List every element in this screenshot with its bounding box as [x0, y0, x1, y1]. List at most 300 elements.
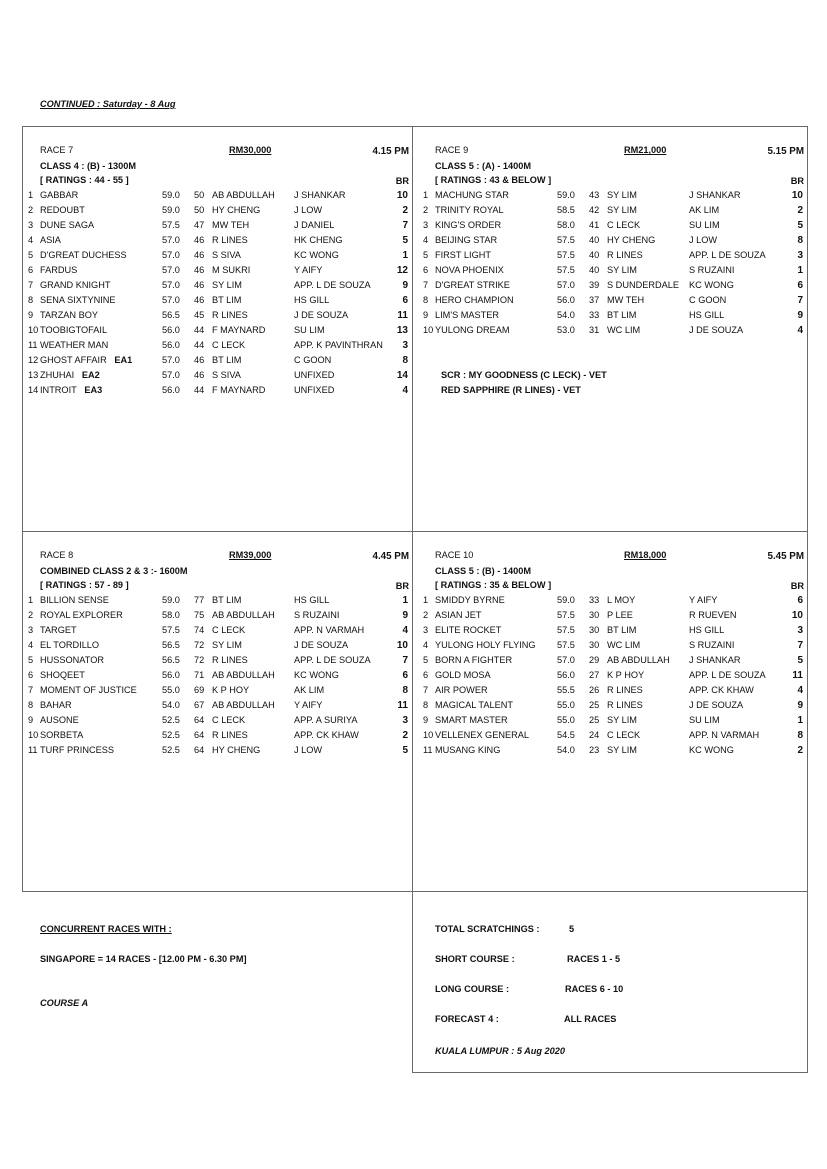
weight: 58.0 — [162, 610, 180, 620]
rating: 40 — [589, 235, 600, 245]
weight: 59.0 — [162, 205, 180, 215]
barrier: 7 — [402, 655, 408, 666]
runner-number: 10 — [423, 325, 434, 335]
runner-row — [22, 385, 413, 400]
trainer: APP. L DE SOUZA — [689, 670, 766, 680]
horse-name-cell — [40, 655, 104, 665]
barrier: 1 — [402, 250, 408, 261]
rating: 50 — [194, 205, 205, 215]
runner-row — [417, 250, 808, 265]
horse-name: FIRST LIGHT — [435, 250, 491, 260]
horse-name-cell — [435, 295, 514, 305]
horse-name-cell — [40, 370, 100, 380]
barrier: 7 — [797, 640, 803, 651]
runner-row — [22, 685, 413, 700]
runner-number: 5 — [28, 655, 34, 665]
barrier: 5 — [797, 220, 803, 231]
jockey: K P HOY — [607, 670, 645, 680]
weight: 58.5 — [557, 205, 575, 215]
horse-name-cell — [40, 745, 114, 755]
rating: 29 — [589, 655, 600, 665]
barrier: 10 — [791, 190, 803, 201]
jockey: F MAYNARD — [212, 325, 266, 335]
trainer: J LOW — [294, 745, 323, 755]
weight: 57.0 — [557, 655, 575, 665]
horse-name: TOOBIGTOFAIL — [40, 325, 108, 335]
horse-name: D'GREAT DUCHESS — [40, 250, 127, 260]
scratching-note: SCR : MY GOODNESS (C LECK) - VET — [441, 370, 607, 380]
trainer: J DE SOUZA — [689, 325, 744, 335]
horse-name: ZHUHAI — [40, 370, 75, 380]
horse-name: MACHUNG STAR — [435, 190, 509, 200]
jockey: BT LIM — [607, 310, 637, 320]
runner-number: 6 — [423, 670, 429, 680]
jockey: MW TEH — [212, 220, 250, 230]
runner-row — [417, 700, 808, 715]
runner-list — [417, 595, 808, 760]
barrier: 4 — [797, 685, 803, 696]
total-scratchings-label: TOTAL SCRATCHINGS : — [435, 924, 540, 934]
trainer: SU LIM — [294, 325, 325, 335]
jockey: SY LIM — [607, 745, 637, 755]
runner-number: 3 — [28, 625, 34, 635]
horse-name: FARDUS — [40, 265, 78, 275]
weight: 55.0 — [557, 715, 575, 725]
barrier: 10 — [791, 610, 803, 621]
horse-name-cell — [435, 220, 501, 230]
runner-row — [417, 685, 808, 700]
trainer: KC WONG — [689, 280, 734, 290]
runner-row — [22, 370, 413, 385]
rating: 46 — [194, 250, 205, 260]
barrier: 11 — [397, 700, 408, 711]
jockey: R LINES — [212, 730, 248, 740]
horse-name-cell — [40, 385, 102, 395]
barrier: 8 — [797, 730, 803, 741]
trainer: KC WONG — [294, 670, 339, 680]
rating: 23 — [589, 745, 600, 755]
trainer: KC WONG — [689, 745, 734, 755]
horse-name: GABBAR — [40, 190, 79, 200]
runner-number: 7 — [28, 685, 34, 695]
horse-name: MUSANG KING — [435, 745, 501, 755]
runner-row — [417, 295, 808, 310]
runner-row — [417, 610, 808, 625]
trainer: R RUEVEN — [689, 610, 737, 620]
trainer: APP. N VARMAH — [294, 625, 365, 635]
trainer: J LOW — [689, 235, 718, 245]
jockey: R LINES — [212, 235, 248, 245]
rating: 41 — [589, 220, 600, 230]
horse-name-cell — [435, 745, 500, 755]
horse-name: MOMENT OF JUSTICE — [40, 685, 137, 695]
barrier: 4 — [402, 385, 408, 396]
trainer: S RUZAINI — [294, 610, 340, 620]
runner-number: 9 — [423, 310, 429, 320]
runner-number: 11 — [28, 745, 38, 755]
weight: 56.0 — [557, 295, 575, 305]
page-header: CONTINUED : Saturday - 8 Aug — [40, 99, 176, 109]
horse-name-cell — [435, 250, 491, 260]
horse-name-cell — [435, 700, 513, 710]
race-panel-7 — [22, 126, 413, 531]
weight: 55.5 — [557, 685, 575, 695]
runner-row — [417, 715, 808, 730]
runner-number: 4 — [28, 235, 34, 245]
rating: 42 — [589, 205, 600, 215]
rating: 40 — [589, 265, 600, 275]
scratching-note: RED SAPPHIRE (R LINES) - VET — [441, 385, 581, 395]
runner-list — [417, 190, 808, 340]
weight: 52.5 — [162, 715, 180, 725]
runner-row — [417, 220, 808, 235]
barrier: 14 — [396, 370, 408, 381]
forecast-label: FORECAST 4 : — [435, 1014, 499, 1024]
rating: 26 — [589, 685, 600, 695]
horse-name: BORN A FIGHTER — [435, 655, 513, 665]
runner-row — [417, 640, 808, 655]
race-class: CLASS 4 : (B) - 1300M — [40, 161, 136, 171]
barrier: 8 — [402, 685, 408, 696]
trainer: HK CHENG — [294, 235, 343, 245]
runner-row — [417, 595, 808, 610]
runner-row — [22, 235, 413, 250]
rating: 69 — [194, 685, 205, 695]
weight: 59.0 — [557, 595, 575, 605]
horse-name: SENA SIXTYNINE — [40, 295, 116, 305]
trainer: J DANIEL — [294, 220, 335, 230]
runner-row — [22, 325, 413, 340]
runner-number: 2 — [28, 610, 34, 620]
race-time: 4.45 PM — [372, 551, 409, 562]
horse-name: WEATHER MAN — [40, 340, 109, 350]
rating: 72 — [194, 640, 205, 650]
jockey: SY LIM — [212, 640, 242, 650]
horse-name: AUSONE — [40, 715, 79, 725]
horse-name-cell — [435, 730, 529, 740]
rating: 43 — [589, 190, 600, 200]
horse-name-cell — [40, 670, 85, 680]
rating: 46 — [194, 295, 205, 305]
weight: 57.0 — [162, 295, 180, 305]
weight: 57.0 — [162, 280, 180, 290]
barrier: 7 — [797, 295, 803, 306]
runner-row — [22, 190, 413, 205]
race-time: 5.15 PM — [767, 146, 804, 157]
rating: 74 — [194, 625, 205, 635]
concurrent-races-title: CONCURRENT RACES WITH : — [40, 924, 172, 934]
jockey: AB ABDULLAH — [212, 670, 275, 680]
horse-name: SORBETA — [40, 730, 84, 740]
trainer: J SHANKAR — [689, 190, 741, 200]
short-course-label: SHORT COURSE : — [435, 954, 515, 964]
trainer: SU LIM — [689, 220, 720, 230]
weight: 57.5 — [162, 625, 180, 635]
horse-name: YULONG DREAM — [435, 325, 510, 335]
runner-number: 1 — [423, 595, 429, 605]
race-panel-9 — [417, 126, 808, 531]
total-scratchings-value: 5 — [569, 924, 575, 934]
barrier: 7 — [402, 220, 408, 231]
runner-number: 2 — [423, 205, 429, 215]
race-time: 4.15 PM — [372, 146, 409, 157]
weight: 57.0 — [162, 265, 180, 275]
barrier: 3 — [402, 340, 408, 351]
rating: 44 — [194, 340, 205, 350]
runner-number: 6 — [28, 670, 34, 680]
runner-number: 13 — [28, 370, 39, 380]
emergency-tag: EA2 — [81, 370, 100, 380]
horse-name: SMIDDY BYRNE — [435, 595, 505, 605]
trainer: J DE SOUZA — [294, 310, 349, 320]
horse-name: MAGICAL TALENT — [435, 700, 513, 710]
runner-number: 3 — [28, 220, 34, 230]
horse-name: NOVA PHOENIX — [435, 265, 504, 275]
horse-name: TURF PRINCESS — [40, 745, 115, 755]
runner-row — [22, 310, 413, 325]
barrier: 9 — [797, 700, 803, 711]
barrier: 2 — [402, 730, 408, 741]
runner-row — [22, 610, 413, 625]
horse-name-cell — [435, 325, 510, 335]
jockey: S DUNDERDALE — [607, 280, 679, 290]
trainer: AK LIM — [689, 205, 720, 215]
trainer: J DE SOUZA — [689, 700, 744, 710]
horse-name-cell — [40, 325, 107, 335]
barrier: 11 — [397, 310, 408, 321]
barrier: 5 — [402, 745, 408, 756]
weight: 57.5 — [162, 220, 180, 230]
trainer: AK LIM — [294, 685, 325, 695]
jockey: R LINES — [607, 250, 643, 260]
runner-number: 5 — [28, 250, 34, 260]
runner-number: 11 — [28, 340, 38, 350]
rating: 40 — [589, 250, 600, 260]
horse-name: BEIJING STAR — [435, 235, 498, 245]
runner-number: 10 — [28, 730, 39, 740]
barrier: 1 — [402, 595, 408, 606]
weight: 57.0 — [162, 355, 180, 365]
jockey: C LECK — [212, 340, 246, 350]
weight: 59.0 — [557, 190, 575, 200]
runner-row — [417, 190, 808, 205]
horse-name-cell — [40, 715, 79, 725]
weight: 52.5 — [162, 745, 180, 755]
horse-name-cell — [40, 685, 137, 695]
trainer: HS GILL — [689, 310, 725, 320]
runner-row — [22, 265, 413, 280]
jockey: C LECK — [607, 220, 641, 230]
rating: 46 — [194, 355, 205, 365]
runner-row — [417, 625, 808, 640]
race-purse: RM30,000 — [229, 145, 272, 155]
jockey: BT LIM — [212, 595, 242, 605]
weight: 56.5 — [162, 310, 180, 320]
horse-name-cell — [40, 190, 78, 200]
runner-row — [417, 730, 808, 745]
rating: 39 — [589, 280, 600, 290]
forecast-value: ALL RACES — [564, 1014, 617, 1024]
horse-name-cell — [435, 595, 505, 605]
race-purse: RM21,000 — [624, 145, 667, 155]
horse-name-cell — [435, 205, 504, 215]
horse-name-cell — [435, 190, 509, 200]
horse-name-cell — [40, 310, 98, 320]
horse-name-cell — [435, 280, 510, 290]
weight: 55.0 — [557, 700, 575, 710]
weight: 59.0 — [162, 595, 180, 605]
trainer: KC WONG — [294, 250, 339, 260]
weight: 56.0 — [162, 325, 180, 335]
horse-name-cell — [40, 355, 132, 365]
runner-number: 8 — [28, 295, 34, 305]
horse-name-cell — [40, 250, 127, 260]
barrier: 1 — [797, 265, 803, 276]
horse-name: EL TORDILLO — [40, 640, 100, 650]
runner-row — [417, 310, 808, 325]
runner-number: 1 — [28, 190, 34, 200]
race-number: RACE 8 — [40, 550, 74, 560]
runner-number: 8 — [28, 700, 34, 710]
weight: 59.0 — [162, 190, 180, 200]
horse-name: YULONG HOLY FLYING — [435, 640, 536, 650]
jockey: R LINES — [607, 685, 643, 695]
rating: 72 — [194, 655, 205, 665]
jockey: AB ABDULLAH — [212, 700, 275, 710]
long-course-label: LONG COURSE : — [435, 984, 510, 994]
runner-number: 6 — [423, 265, 429, 275]
jockey: AB ABDULLAH — [212, 610, 275, 620]
rating: 30 — [589, 640, 600, 650]
horse-name: DUNE SAGA — [40, 220, 95, 230]
trainer: Y AIFY — [294, 700, 323, 710]
runner-row — [22, 340, 413, 355]
jockey: S SIVA — [212, 250, 241, 260]
jockey: BT LIM — [607, 625, 637, 635]
horse-name-cell — [435, 655, 512, 665]
runner-list — [22, 190, 413, 400]
runner-number: 3 — [423, 625, 429, 635]
rating: 77 — [194, 595, 205, 605]
weight: 57.0 — [162, 250, 180, 260]
jockey: HY CHENG — [212, 745, 261, 755]
trainer: Y AIFY — [689, 595, 718, 605]
horse-name-cell — [40, 625, 77, 635]
jockey: P LEE — [607, 610, 633, 620]
horse-name: TRINITY ROYAL — [435, 205, 504, 215]
horse-name-cell — [40, 730, 83, 740]
weight: 54.0 — [557, 745, 575, 755]
jockey: WC LIM — [607, 640, 641, 650]
rating: 30 — [589, 625, 600, 635]
place-date: KUALA LUMPUR : 5 Aug 2020 — [435, 1046, 565, 1056]
trainer: Y AIFY — [294, 265, 323, 275]
barrier: 6 — [797, 595, 803, 606]
runner-number: 8 — [423, 700, 429, 710]
jockey: C LECK — [607, 730, 641, 740]
jockey: WC LIM — [607, 325, 641, 335]
race-class: COMBINED CLASS 2 & 3 :- 1600M — [40, 566, 188, 576]
trainer: S RUZAINI — [689, 640, 735, 650]
runner-number: 7 — [28, 280, 34, 290]
rating: 33 — [589, 595, 600, 605]
horse-name-cell — [435, 685, 488, 695]
jockey: SY LIM — [607, 190, 637, 200]
runner-number: 4 — [423, 640, 429, 650]
barrier-header: BR — [790, 581, 804, 591]
jockey: L MOY — [607, 595, 636, 605]
horse-name: ELITE ROCKET — [435, 625, 502, 635]
runner-number: 4 — [423, 235, 429, 245]
horse-name: LIM'S MASTER — [435, 310, 500, 320]
trainer: APP. L DE SOUZA — [689, 250, 766, 260]
barrier: 9 — [402, 610, 408, 621]
rating: 45 — [194, 310, 205, 320]
jockey: AB ABDULLAH — [212, 190, 275, 200]
horse-name: TARGET — [40, 625, 77, 635]
rating: 25 — [589, 700, 600, 710]
runner-number: 1 — [28, 595, 34, 605]
rating: 31 — [589, 325, 600, 335]
trainer: HS GILL — [294, 595, 330, 605]
course-label: COURSE A — [40, 998, 89, 1008]
trainer: UNFIXED — [294, 385, 335, 395]
jockey: R LINES — [212, 310, 248, 320]
weight: 58.0 — [557, 220, 575, 230]
runner-number: 1 — [423, 190, 429, 200]
runner-row — [417, 280, 808, 295]
horse-name-cell — [40, 595, 109, 605]
jockey: SY LIM — [607, 715, 637, 725]
rating: 44 — [194, 385, 205, 395]
barrier: 1 — [797, 715, 803, 726]
rating: 33 — [589, 310, 600, 320]
runner-row — [22, 595, 413, 610]
barrier: 5 — [797, 655, 803, 666]
race-ratings: [ RATINGS : 57 - 89 ] — [40, 580, 129, 590]
horse-name: BAHAR — [40, 700, 72, 710]
barrier: 2 — [402, 205, 408, 216]
weight: 56.5 — [162, 640, 180, 650]
runner-row — [22, 355, 413, 370]
barrier: 2 — [797, 745, 803, 756]
weight: 57.0 — [162, 235, 180, 245]
runner-row — [22, 250, 413, 265]
runner-row — [22, 730, 413, 745]
jockey: R LINES — [212, 655, 248, 665]
barrier: 9 — [797, 310, 803, 321]
barrier: 6 — [797, 280, 803, 291]
runner-row — [417, 745, 808, 760]
jockey: F MAYNARD — [212, 385, 266, 395]
rating: 37 — [589, 295, 600, 305]
barrier-header: BR — [790, 176, 804, 186]
trainer: UNFIXED — [294, 370, 335, 380]
runner-row — [417, 205, 808, 220]
race-purse: RM18,000 — [624, 550, 667, 560]
barrier-header: BR — [395, 176, 409, 186]
runner-number: 10 — [423, 730, 434, 740]
runner-row — [22, 670, 413, 685]
jockey: SY LIM — [607, 265, 637, 275]
jockey: HY CHENG — [607, 235, 656, 245]
race-ratings: [ RATINGS : 43 & BELOW ] — [435, 175, 552, 185]
long-course-value: RACES 6 - 10 — [565, 984, 624, 994]
trainer: J DE SOUZA — [294, 640, 349, 650]
runner-number: 4 — [28, 640, 34, 650]
horse-name-cell — [435, 235, 497, 245]
weight: 54.0 — [557, 310, 575, 320]
